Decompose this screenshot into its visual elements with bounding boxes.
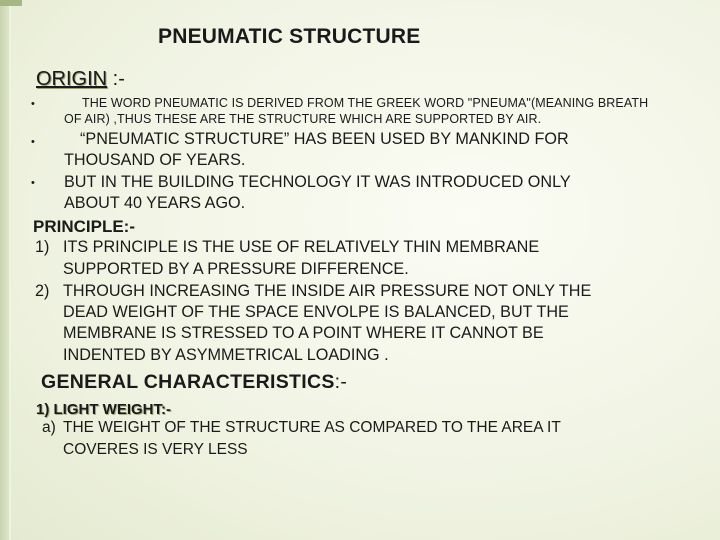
principle-heading: PRINCIPLE:- <box>33 217 135 236</box>
principle-item-2-number: 2) <box>35 282 50 300</box>
origin-bullet-2-line-1: “PNEUMATIC STRUCTURE” HAS BEEN USED BY MANKIND FOR <box>80 130 569 148</box>
general-heading-text: GENERAL CHARACTERISTICS <box>41 371 335 393</box>
origin-bullet-2-line-2: THOUSAND OF YEARS. <box>64 151 246 169</box>
general-heading-separator: :- <box>334 371 348 393</box>
origin-bullet-3-line-2: ABOUT 40 YEARS AGO. <box>64 194 246 212</box>
bullet-marker: • <box>31 136 35 148</box>
general-heading <box>41 371 347 394</box>
principle-item-1-line-1: ITS PRINCIPLE IS THE USE OF RELATIVELY THIN MEMBRANE <box>63 238 540 256</box>
principle-item-1-line-2: SUPPORTED BY A PRESSURE DIFFERENCE. <box>63 260 409 278</box>
principle-item-2-line-4: INDENTED BY ASYMMETRICAL LOADING . <box>63 346 389 364</box>
light-weight-heading: 1) LIGHT WEIGHT:- <box>36 401 171 418</box>
light-weight-item-a-line-2: COVERES IS VERY LESS <box>63 441 248 458</box>
slide-title: PNEUMATIC STRUCTURE <box>158 25 421 48</box>
origin-bullet-1-line-2: OF AIR) ,THUS THESE ARE THE STRUCTURE WHICH ARE SUPPORTED BY AIR. <box>64 112 542 126</box>
principle-item-2-line-1: THROUGH INCREASING THE INSIDE AIR PRESSURE NOT ONLY THE <box>63 282 592 300</box>
bullet-marker: • <box>31 98 35 110</box>
origin-bullet-3-line-1: BUT IN THE BUILDING TECHNOLOGY IT WAS INTRODUCED ONLY <box>64 173 571 191</box>
origin-bullet-1-line-1: THE WORD PNEUMATIC IS DERIVED FROM THE GREEK WORD "PNEUMA"(MEANING BREATH <box>82 96 649 110</box>
origin-heading <box>36 68 125 91</box>
principle-item-2-line-3: MEMBRANE IS STRESSED TO A POINT WHERE IT CANNOT BE <box>63 324 544 342</box>
slide-corner-accent <box>0 0 22 6</box>
origin-heading-word: ORIGIN <box>36 68 108 90</box>
light-weight-item-a-line-1: THE WEIGHT OF THE STRUCTURE AS COMPARED TO THE AREA IT <box>63 419 561 436</box>
origin-heading-separator: :- <box>107 68 125 90</box>
light-weight-item-a-label: a) <box>42 419 56 436</box>
principle-item-2-line-2: DEAD WEIGHT OF THE SPACE ENVOLPE IS BALANCED, BUT THE <box>63 303 569 321</box>
bullet-marker: • <box>31 177 35 189</box>
slide-side-bar <box>0 0 9 540</box>
principle-item-1-number: 1) <box>35 238 50 256</box>
